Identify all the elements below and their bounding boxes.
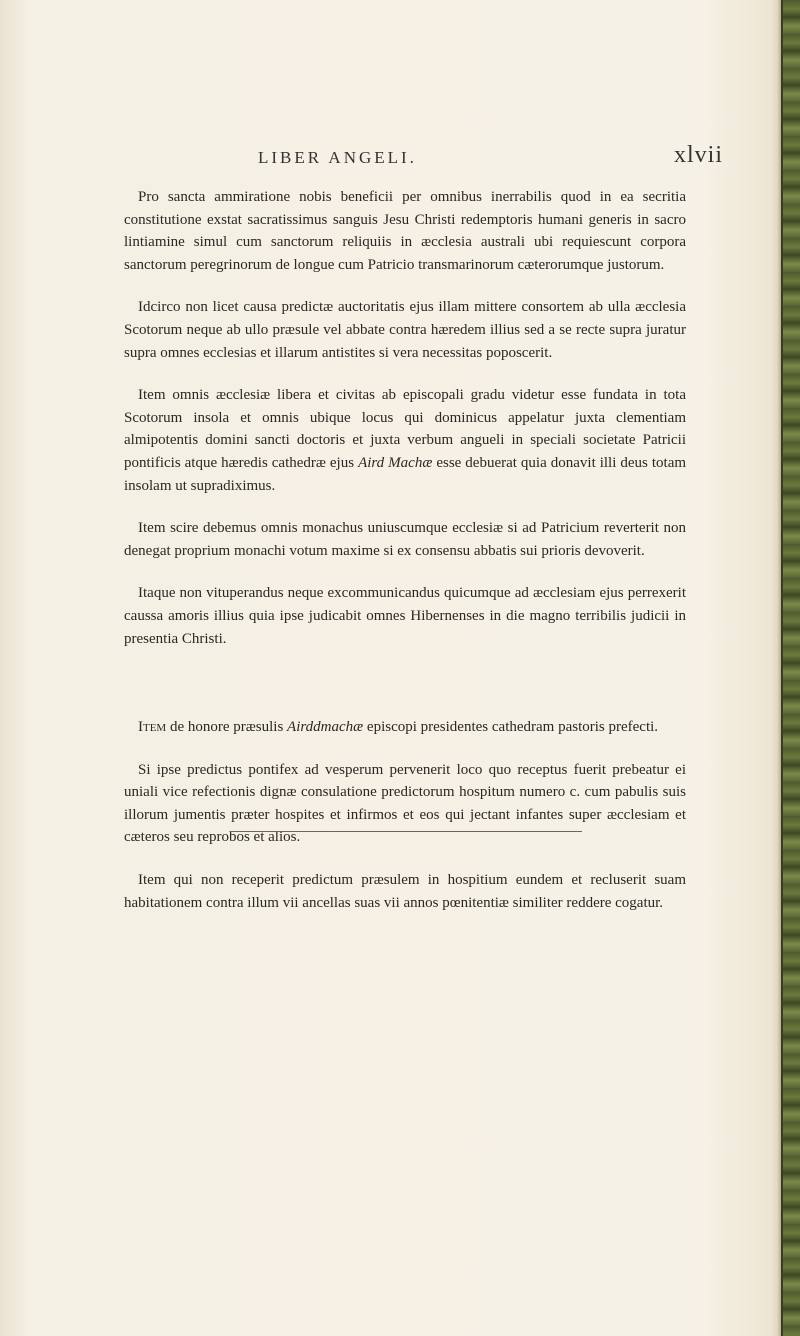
paragraph-6-tail: episcopi presidentes cathedram pastoris prefecti.: [366, 719, 659, 736]
section-break-space: [124, 650, 686, 716]
running-title: LIBER ANGELI.: [258, 148, 417, 167]
paragraph-7: Si ipse predictus pontifex ad vesperum pervenerit loco quo receptus fuerit prebeatur ei uniali vice refectionis dignæ consulatione predictorum hospitum numero c. cum pabulis suis illorum jumentis præter hospites et infirmos et eos qui jectant infantes super æcclesiam et cæteros seu reprobos et alios.: [124, 761, 686, 846]
paragraph-4: Item scire debemus omnis monachus uniuscumque ecclesiæ si ad Patricium reverterit non denegat proprium monachi votum maxime si ex consensu abbatis sui prioris devoverit.: [124, 520, 686, 559]
paragraph-6-text: de honore præsulis: [169, 719, 284, 736]
book-binding-edge: [781, 0, 800, 1336]
section-lead-word: Item: [138, 719, 167, 736]
paragraph-5: Itaque non vituperandus neque excommunicandus quicumque ad æcclesiam ejus perrexerit caussa amoris illius quia ipse judicabit omnes Hibernenses in die magno terribilis judicii in presentia Christi.: [124, 585, 686, 647]
paragraph-2: Idcirco non licet causa predictæ auctoritatis ejus illam mittere consortem ab ulla æcclesia Scotorum neque ab ullo præsule vel abbate contra hæredem illius sed a se recte supra juratur supra omnes ecclesias et illarum antistites si vera necessitas poposcerit.: [124, 299, 686, 361]
place-name-italic: Aird Machæ: [358, 454, 433, 471]
paragraph-3-tail: esse debuerat quia donavit illi deus totam insolam ut supradiximus.: [124, 454, 687, 494]
paragraph-8: Item qui non receperit predictum præsulem in hospitium eundem et recluserit suam habitationem contra illum vii ancellas suas vii annos pœnitentiæ similiter reddere cogatur.: [124, 872, 686, 911]
paragraph-6: [124, 716, 686, 739]
body-text: [124, 186, 686, 914]
place-name-italic-2: Airddmachæ: [287, 719, 364, 736]
section-divider: [230, 831, 582, 832]
paragraph-1: Pro sancta ammiratione nobis beneficii per omnibus inerrabilis quod in ea secritia constitutione exstat sacratissimus sanguis Jesu Christi redemptoris humani generis in sacro lintiamine simul cum sanctorum reliquiis in æcclesia australi ubi requiescunt corpora sanctorum peregrinorum de longue cum Patricio transmarinorum cæterorumque justorum.: [124, 189, 686, 273]
paragraph-3-text: Item omnis æcclesiæ libera et civitas ab episcopali gradu videtur esse fundata in tota Scotorum insola et omnis ubique locus qui dominicus appelatur juxta clementiam almipotentis domini sancti doctoris et juxta verbum angueli in speciali societate Patricii pontificis atque hæredis cathedræ ejus: [124, 387, 686, 471]
paragraph-3: [124, 384, 686, 497]
page-number: xlvii: [674, 142, 724, 168]
page-header: [0, 142, 783, 178]
